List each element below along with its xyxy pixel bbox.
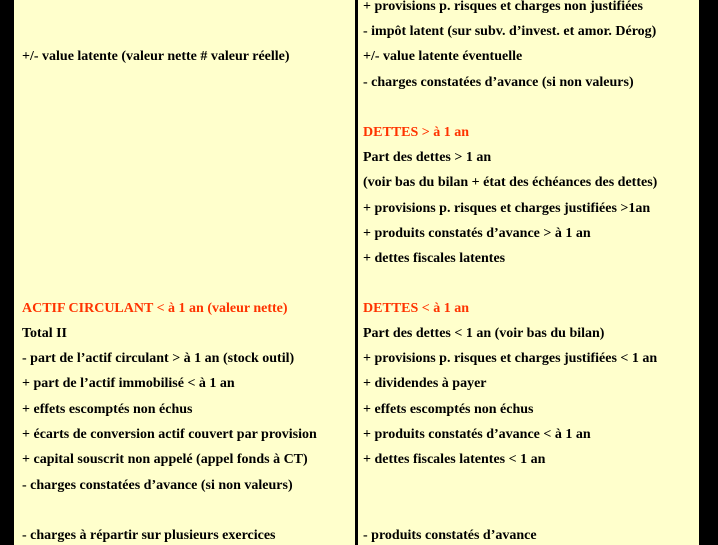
dettes-short-line: + dividendes à payer: [363, 376, 487, 391]
dettes-short-heading: DETTES < à 1 an: [363, 301, 470, 316]
actif-line: + capital souscrit non appelé (appel fonds à CT): [22, 452, 308, 467]
right-top-line: + provisions p. risques et charges non justifiées: [363, 0, 643, 14]
actif-circulant-heading: ACTIF CIRCULANT < à 1 an (valeur nette): [22, 301, 288, 316]
left-column: [14, 0, 355, 545]
actif-line: + effets escomptés non échus: [22, 402, 193, 417]
right-top-line: - impôt latent (sur subv. d’invest. et amor. Dérog): [363, 24, 657, 39]
produits-constates-line: - produits constatés d’avance: [363, 528, 537, 543]
dettes-short-line: + provisions p. risques et charges justifiées < 1 an: [363, 351, 658, 366]
actif-line: - charges constatées d’avance (si non valeurs): [22, 478, 293, 493]
dettes-long-line: + provisions p. risques et charges justifiées >1an: [363, 201, 651, 216]
right-top-line: - charges constatées d’avance (si non valeurs): [363, 75, 634, 90]
dettes-long-line: + dettes fiscales latentes: [363, 251, 506, 266]
actif-line: + part de l’actif immobilisé < à 1 an: [22, 376, 235, 391]
dettes-short-line: + effets escomptés non échus: [363, 402, 534, 417]
dettes-long-line: Part des dettes > 1 an: [363, 150, 492, 165]
actif-line: - part de l’actif circulant > à 1 an (stock outil): [22, 351, 295, 366]
dettes-short-line: Part des dettes < 1 an (voir bas du bilan): [363, 326, 605, 341]
dettes-short-line: + dettes fiscales latentes < 1 an: [363, 452, 546, 467]
value-latente-line: +/- value latente (valeur nette # valeur réelle): [22, 49, 290, 64]
charges-a-repartir-line: - charges à répartir sur plusieurs exercices: [22, 528, 276, 543]
actif-line: Total II: [22, 326, 68, 341]
dettes-long-heading: DETTES > à 1 an: [363, 125, 470, 140]
dettes-long-line: (voir bas du bilan + état des échéances des dettes): [363, 175, 658, 190]
right-top-line: +/- value latente éventuelle: [363, 49, 523, 64]
actif-line: + écarts de conversion actif couvert par provision: [22, 427, 317, 442]
dettes-short-line: + produits constatés d’avance < à 1 an: [363, 427, 591, 442]
dettes-long-line: + produits constatés d’avance > à 1 an: [363, 226, 591, 241]
right-column: [358, 0, 699, 545]
